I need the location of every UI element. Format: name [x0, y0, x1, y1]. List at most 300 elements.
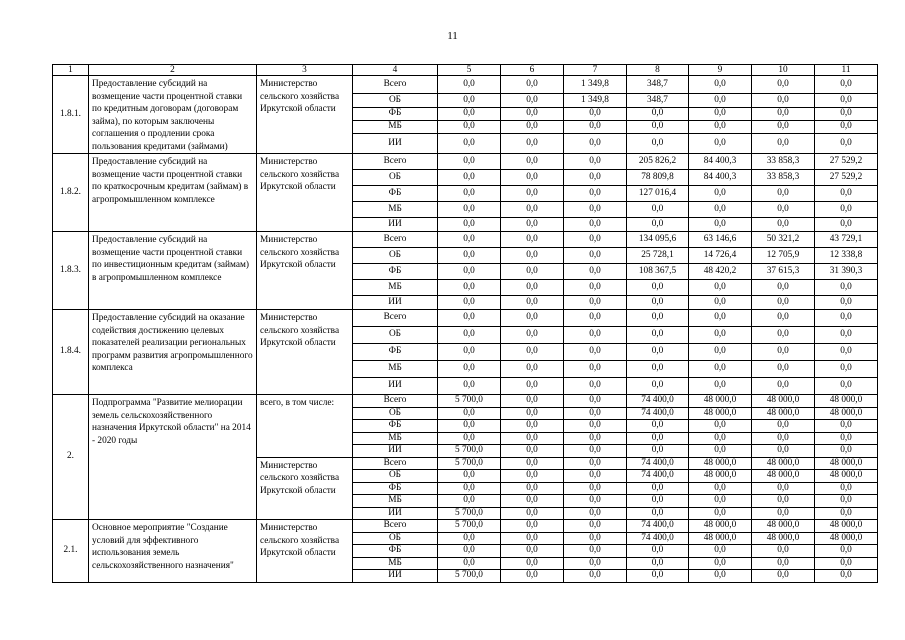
year-value: 0,0 [752, 570, 815, 583]
year-value: 0,0 [438, 121, 501, 134]
year-value: 0,0 [752, 420, 815, 433]
year-value: 0,0 [564, 108, 627, 121]
year-value: 0,0 [501, 76, 564, 94]
year-value: 0,0 [627, 420, 689, 433]
year-value: 108 367,5 [627, 264, 689, 280]
year-value: 0,0 [564, 507, 627, 520]
year-value: 0,0 [564, 280, 627, 296]
year-value: 0,0 [438, 344, 501, 361]
year-value: 0,0 [564, 248, 627, 264]
year-value: 0,0 [815, 134, 878, 154]
year-value: 1 349,8 [564, 76, 627, 94]
year-value: 0,0 [752, 361, 815, 378]
year-value: 0,0 [627, 557, 689, 570]
item-number: 1.8.4. [53, 310, 89, 395]
funding-source: Всего [353, 520, 438, 533]
year-value: 0,0 [438, 154, 501, 170]
column-header-row [53, 65, 878, 76]
year-value: 0,0 [752, 134, 815, 154]
year-value: 0,0 [752, 280, 815, 296]
year-value: 48 000,0 [752, 532, 815, 545]
year-value: 0,0 [752, 76, 815, 94]
year-value: 0,0 [815, 310, 878, 327]
year-value: 205 826,2 [627, 154, 689, 170]
year-value: 0,0 [564, 154, 627, 170]
funding-source: ИИ [353, 296, 438, 310]
funding-source: ИИ [353, 507, 438, 520]
year-value: 0,0 [501, 378, 564, 395]
year-value: 0,0 [689, 432, 752, 445]
year-value: 0,0 [752, 121, 815, 134]
year-value: 27 529,2 [815, 170, 878, 186]
year-value: 0,0 [438, 327, 501, 344]
year-value: 0,0 [752, 94, 815, 108]
year-value: 0,0 [501, 570, 564, 583]
year-value: 0,0 [564, 134, 627, 154]
year-value: 0,0 [501, 202, 564, 218]
year-value: 0,0 [501, 327, 564, 344]
year-value: 5 700,0 [438, 395, 501, 408]
funding-source: Всего [353, 232, 438, 248]
year-value: 12 705,9 [752, 248, 815, 264]
year-value: 0,0 [815, 344, 878, 361]
executor-name: Министерство сельского хозяйства Иркутской области [257, 232, 353, 310]
funding-source: Всего [353, 154, 438, 170]
year-value: 48 000,0 [689, 395, 752, 408]
year-value: 0,0 [627, 327, 689, 344]
year-value: 50 321,2 [752, 232, 815, 248]
year-value: 0,0 [752, 482, 815, 495]
year-value: 0,0 [501, 470, 564, 483]
year-value: 0,0 [752, 218, 815, 232]
year-value: 0,0 [438, 361, 501, 378]
page-number: 11 [447, 30, 458, 42]
item-number: 2. [53, 395, 89, 520]
item-description: Предоставление субсидий на оказание содействия достижению целевых показателей реализации региональных программ развития агропромышленного комплекса [89, 310, 257, 395]
year-value: 0,0 [438, 378, 501, 395]
year-value: 348,7 [627, 76, 689, 94]
year-value: 31 390,3 [815, 264, 878, 280]
year-value: 0,0 [689, 378, 752, 395]
year-value: 0,0 [438, 280, 501, 296]
year-value: 0,0 [501, 232, 564, 248]
year-value: 0,0 [438, 420, 501, 433]
year-value: 0,0 [815, 186, 878, 202]
table-body [53, 65, 878, 583]
year-value: 134 095,6 [627, 232, 689, 248]
year-value: 0,0 [501, 280, 564, 296]
year-value: 0,0 [689, 121, 752, 134]
item-description: Предоставление субсидий на возмещение части процентной ставки по инвестиционным кредитам (займам) в агропромышленном комплексе [89, 232, 257, 310]
year-value: 0,0 [689, 296, 752, 310]
item-number: 1.8.3. [53, 232, 89, 310]
year-value: 0,0 [815, 482, 878, 495]
year-value: 33 858,3 [752, 170, 815, 186]
year-value: 0,0 [689, 94, 752, 108]
executor-name: Министерство сельского хозяйства Иркутской области [257, 310, 353, 395]
year-value: 0,0 [689, 545, 752, 558]
year-value: 74 400,0 [627, 407, 689, 420]
year-value: 0,0 [501, 420, 564, 433]
year-value: 0,0 [689, 134, 752, 154]
year-value: 0,0 [564, 121, 627, 134]
funding-source: ИИ [353, 570, 438, 583]
year-value: 0,0 [438, 470, 501, 483]
year-value: 0,0 [501, 94, 564, 108]
funding-source: ФБ [353, 482, 438, 495]
funding-source: ФБ [353, 344, 438, 361]
column-header: 5 [438, 65, 501, 76]
year-value: 0,0 [752, 507, 815, 520]
year-value: 1 349,8 [564, 94, 627, 108]
year-value: 0,0 [564, 532, 627, 545]
executor-name: всего, в том числе: [257, 395, 353, 458]
year-value: 37 615,3 [752, 264, 815, 280]
year-value: 0,0 [438, 134, 501, 154]
column-header: 8 [627, 65, 689, 76]
year-value: 0,0 [689, 570, 752, 583]
year-value: 0,0 [627, 310, 689, 327]
table-row [53, 76, 878, 94]
column-header: 2 [89, 65, 257, 76]
year-value: 0,0 [564, 445, 627, 458]
year-value: 78 809,8 [627, 170, 689, 186]
year-value: 0,0 [501, 407, 564, 420]
executor-name: Министерство сельского хозяйства Иркутской области [257, 76, 353, 154]
year-value: 0,0 [627, 108, 689, 121]
year-value: 0,0 [564, 296, 627, 310]
year-value: 0,0 [501, 108, 564, 121]
year-value: 74 400,0 [627, 532, 689, 545]
year-value: 0,0 [501, 154, 564, 170]
year-value: 25 728,1 [627, 248, 689, 264]
funding-source: МБ [353, 557, 438, 570]
year-value: 0,0 [438, 407, 501, 420]
funding-source: ОБ [353, 94, 438, 108]
year-value: 5 700,0 [438, 457, 501, 470]
year-value: 0,0 [689, 310, 752, 327]
item-number: 2.1. [53, 520, 89, 583]
funding-source: Всего [353, 76, 438, 94]
year-value: 0,0 [501, 532, 564, 545]
year-value: 0,0 [501, 395, 564, 408]
year-value: 0,0 [627, 507, 689, 520]
year-value: 63 146,6 [689, 232, 752, 248]
funding-source: ОБ [353, 248, 438, 264]
year-value: 0,0 [564, 470, 627, 483]
year-value: 0,0 [689, 327, 752, 344]
year-value: 0,0 [815, 378, 878, 395]
year-value: 0,0 [627, 121, 689, 134]
year-value: 0,0 [627, 482, 689, 495]
year-value: 127 016,4 [627, 186, 689, 202]
year-value: 0,0 [564, 420, 627, 433]
year-value: 0,0 [752, 545, 815, 558]
year-value: 0,0 [564, 218, 627, 232]
year-value: 0,0 [564, 344, 627, 361]
year-value: 0,0 [815, 432, 878, 445]
funding-source: ОБ [353, 170, 438, 186]
year-value: 0,0 [501, 134, 564, 154]
funding-source: МБ [353, 202, 438, 218]
year-value: 5 700,0 [438, 445, 501, 458]
year-value: 48 000,0 [689, 532, 752, 545]
year-value: 0,0 [564, 202, 627, 218]
year-value: 0,0 [689, 76, 752, 94]
year-value: 0,0 [564, 264, 627, 280]
executor-name: Министерство сельского хозяйства Иркутской области [257, 154, 353, 232]
year-value: 0,0 [438, 170, 501, 186]
year-value: 0,0 [501, 186, 564, 202]
table-row [53, 395, 878, 408]
funding-source: МБ [353, 121, 438, 134]
column-header: 9 [689, 65, 752, 76]
funding-source: ИИ [353, 378, 438, 395]
year-value: 0,0 [815, 570, 878, 583]
year-value: 0,0 [627, 218, 689, 232]
year-value: 48 000,0 [752, 470, 815, 483]
funding-source: ОБ [353, 327, 438, 344]
year-value: 0,0 [501, 495, 564, 508]
year-value: 0,0 [815, 495, 878, 508]
year-value: 0,0 [564, 495, 627, 508]
column-header: 6 [501, 65, 564, 76]
year-value: 0,0 [501, 218, 564, 232]
year-value: 84 400,3 [689, 170, 752, 186]
year-value: 48 000,0 [689, 407, 752, 420]
year-value: 0,0 [501, 248, 564, 264]
year-value: 0,0 [689, 482, 752, 495]
year-value: 0,0 [815, 108, 878, 121]
funding-source: МБ [353, 495, 438, 508]
year-value: 48 000,0 [815, 532, 878, 545]
year-value: 0,0 [627, 361, 689, 378]
year-value: 0,0 [438, 202, 501, 218]
column-header: 1 [53, 65, 89, 76]
year-value: 0,0 [689, 361, 752, 378]
year-value: 0,0 [815, 121, 878, 134]
year-value: 0,0 [564, 545, 627, 558]
year-value: 0,0 [627, 296, 689, 310]
year-value: 0,0 [815, 327, 878, 344]
year-value: 0,0 [438, 94, 501, 108]
year-value: 0,0 [752, 296, 815, 310]
year-value: 48 000,0 [689, 470, 752, 483]
year-value: 0,0 [752, 445, 815, 458]
year-value: 0,0 [501, 507, 564, 520]
year-value: 0,0 [564, 378, 627, 395]
table-row [53, 232, 878, 248]
item-number: 1.8.2. [53, 154, 89, 232]
year-value: 0,0 [752, 327, 815, 344]
year-value: 0,0 [564, 310, 627, 327]
table-row [53, 310, 878, 327]
funding-source: Всего [353, 310, 438, 327]
year-value: 48 000,0 [752, 395, 815, 408]
year-value: 0,0 [438, 232, 501, 248]
year-value: 0,0 [438, 482, 501, 495]
year-value: 0,0 [501, 264, 564, 280]
item-description: Подпрограмма "Развитие мелиорации земель сельскохозяйственного назначения Иркутской области" на 2014 - 2020 годы [89, 395, 257, 520]
year-value: 0,0 [564, 557, 627, 570]
year-value: 348,7 [627, 94, 689, 108]
funding-source: МБ [353, 361, 438, 378]
funding-source: Всего [353, 395, 438, 408]
funding-source: МБ [353, 432, 438, 445]
year-value: 0,0 [815, 420, 878, 433]
year-value: 0,0 [438, 557, 501, 570]
year-value: 74 400,0 [627, 395, 689, 408]
year-value: 0,0 [627, 570, 689, 583]
year-value: 0,0 [501, 296, 564, 310]
year-value: 43 729,1 [815, 232, 878, 248]
funding-source: ОБ [353, 407, 438, 420]
year-value: 27 529,2 [815, 154, 878, 170]
year-value: 48 000,0 [815, 470, 878, 483]
year-value: 0,0 [815, 445, 878, 458]
year-value: 74 400,0 [627, 470, 689, 483]
year-value: 0,0 [627, 202, 689, 218]
funding-source: ФБ [353, 186, 438, 202]
funding-source: ФБ [353, 264, 438, 280]
year-value: 0,0 [815, 557, 878, 570]
year-value: 5 700,0 [438, 570, 501, 583]
year-value: 0,0 [501, 432, 564, 445]
funding-source: ИИ [353, 134, 438, 154]
item-description: Основное мероприятие "Создание условий для эффективного использования земель сельскохозяйственного назначения" [89, 520, 257, 583]
year-value: 0,0 [564, 482, 627, 495]
table-row [53, 154, 878, 170]
year-value: 0,0 [501, 170, 564, 186]
year-value: 48 000,0 [815, 407, 878, 420]
year-value: 0,0 [501, 344, 564, 361]
year-value: 0,0 [815, 545, 878, 558]
year-value: 0,0 [752, 310, 815, 327]
item-number: 1.8.1. [53, 76, 89, 154]
year-value: 0,0 [627, 495, 689, 508]
year-value: 0,0 [689, 507, 752, 520]
year-value: 48 000,0 [815, 395, 878, 408]
year-value: 0,0 [689, 218, 752, 232]
funding-source: ОБ [353, 470, 438, 483]
year-value: 0,0 [689, 280, 752, 296]
year-value: 0,0 [752, 432, 815, 445]
year-value: 0,0 [438, 76, 501, 94]
year-value: 0,0 [689, 445, 752, 458]
year-value: 48 000,0 [815, 520, 878, 533]
year-value: 0,0 [815, 94, 878, 108]
year-value: 0,0 [501, 520, 564, 533]
year-value: 0,0 [438, 264, 501, 280]
column-header: 3 [257, 65, 353, 76]
year-value: 0,0 [689, 557, 752, 570]
year-value: 0,0 [815, 218, 878, 232]
column-header: 10 [752, 65, 815, 76]
year-value: 84 400,3 [689, 154, 752, 170]
year-value: 0,0 [815, 202, 878, 218]
year-value: 0,0 [438, 432, 501, 445]
year-value: 0,0 [438, 218, 501, 232]
year-value: 0,0 [627, 378, 689, 395]
year-value: 0,0 [627, 545, 689, 558]
funding-source: МБ [353, 280, 438, 296]
year-value: 0,0 [752, 202, 815, 218]
year-value: 0,0 [501, 457, 564, 470]
year-value: 0,0 [627, 344, 689, 361]
year-value: 0,0 [752, 378, 815, 395]
year-value: 33 858,3 [752, 154, 815, 170]
year-value: 0,0 [564, 457, 627, 470]
year-value: 0,0 [752, 108, 815, 121]
funding-source: ФБ [353, 108, 438, 121]
year-value: 0,0 [689, 495, 752, 508]
year-value: 0,0 [564, 186, 627, 202]
year-value: 0,0 [564, 170, 627, 186]
year-value: 48 000,0 [689, 520, 752, 533]
year-value: 0,0 [752, 557, 815, 570]
year-value: 0,0 [501, 482, 564, 495]
year-value: 0,0 [501, 310, 564, 327]
year-value: 48 000,0 [815, 457, 878, 470]
year-value: 0,0 [564, 395, 627, 408]
year-value: 0,0 [815, 280, 878, 296]
year-value: 0,0 [564, 432, 627, 445]
year-value: 48 000,0 [689, 457, 752, 470]
year-value: 0,0 [438, 532, 501, 545]
item-description: Предоставление субсидий на возмещение части процентной ставки по кредитным договорам (договорам займа), по которым заключены соглашения о продлении срока пользования кредитами (займами) [89, 76, 257, 154]
year-value: 0,0 [689, 108, 752, 121]
year-value: 5 700,0 [438, 507, 501, 520]
year-value: 0,0 [627, 280, 689, 296]
year-value: 0,0 [501, 445, 564, 458]
year-value: 0,0 [689, 186, 752, 202]
year-value: 0,0 [438, 310, 501, 327]
year-value: 0,0 [752, 344, 815, 361]
executor-name: Министерство сельского хозяйства Иркутской области [257, 457, 353, 520]
year-value: 0,0 [501, 557, 564, 570]
column-header: 7 [564, 65, 627, 76]
year-value: 0,0 [564, 407, 627, 420]
year-value: 14 726,4 [689, 248, 752, 264]
year-value: 0,0 [815, 296, 878, 310]
year-value: 0,0 [438, 296, 501, 310]
year-value: 0,0 [627, 432, 689, 445]
year-value: 0,0 [501, 121, 564, 134]
column-header: 4 [353, 65, 438, 76]
year-value: 0,0 [501, 545, 564, 558]
year-value: 0,0 [752, 495, 815, 508]
year-value: 48 000,0 [752, 457, 815, 470]
table-row [53, 520, 878, 533]
year-value: 0,0 [815, 361, 878, 378]
funding-source: ИИ [353, 445, 438, 458]
year-value: 0,0 [438, 495, 501, 508]
year-value: 0,0 [627, 134, 689, 154]
year-value: 48 420,2 [689, 264, 752, 280]
year-value: 0,0 [689, 420, 752, 433]
year-value: 0,0 [438, 186, 501, 202]
year-value: 48 000,0 [752, 407, 815, 420]
funding-source: Всего [353, 457, 438, 470]
column-header: 11 [815, 65, 878, 76]
year-value: 0,0 [564, 570, 627, 583]
year-value: 74 400,0 [627, 520, 689, 533]
year-value: 5 700,0 [438, 520, 501, 533]
year-value: 0,0 [564, 361, 627, 378]
executor-name: Министерство сельского хозяйства Иркутской области [257, 520, 353, 583]
year-value: 0,0 [564, 232, 627, 248]
item-description: Предоставление субсидий на возмещение части процентной ставки по краткосрочным кредитам (займам) в агропромышленном комплексе [89, 154, 257, 232]
